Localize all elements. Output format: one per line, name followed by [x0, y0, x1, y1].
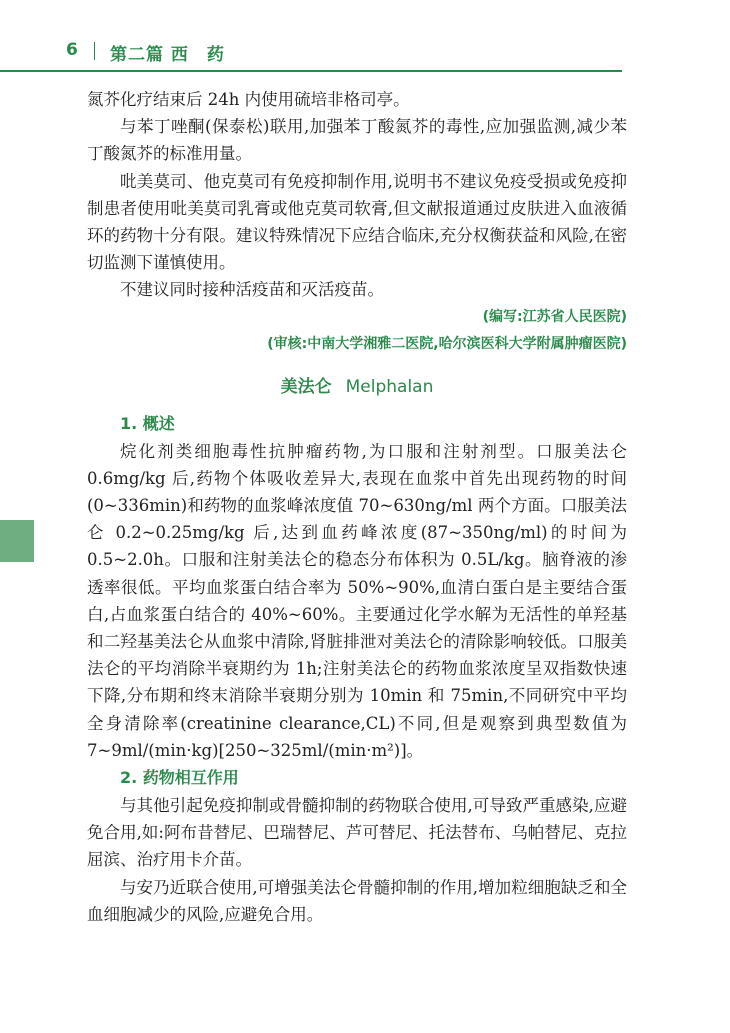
paragraph: 与安乃近联合使用,可增强美法仑骨髓抑制的作用,增加粒细胞缺乏和全血细胞减少的风险,应避免合用。 — [87, 877, 627, 924]
paragraph: 吡美莫司、他克莫司有免疫抑制作用,说明书不建议免疫受损或免疫抑制患者使用吡美莫司乳膏或他克莫司软膏,但文献报道通过皮肤进入血液循环的药物十分有限。建议特殊情况下应结合临床,充分权衡获益和风险,在密切监测下谨慎使用。 — [87, 171, 627, 273]
paragraph: 与其他引起免疫抑制或骨髓抑制的药物联合使用,可导致严重感染,应避免合用,如:阿布昔替尼、巴瑞替尼、芦可替尼、托法替布、乌帕替尼、克拉屈滨、治疗用卡介苗。 — [87, 796, 627, 870]
paragraph: 不建议同时接种活疫苗和灭活疫苗。 — [120, 280, 384, 300]
page-content — [87, 86, 627, 928]
page-header — [0, 0, 730, 74]
credit-writer: (编写:江苏省人民医院) — [482, 308, 627, 325]
section-heading-overview: 1. 概述 — [120, 413, 175, 433]
chapter-side-tab — [0, 520, 34, 562]
header-separator — [94, 42, 95, 60]
page-number: 6 — [66, 40, 78, 60]
paragraph: 烷化剂类细胞毒性抗肿瘤药物,为口服和注射剂型。口服美法仑 0.6mg/kg 后,药物个体吸收差异大,表现在血浆中首先出现药物的时间(0~336min)和药物的血浆峰浓度值 70~630ng/ml 两个方面。口服美法仑 0.2~0.25mg/kg 后,达到血药峰浓度(87~350ng/ml)的时间为 0.5~2.0h。口服和注射美法仑的稳态分布体积为 0.5L/kg。脑脊液的渗透率很低。平均血浆蛋白结合率为 50%~90%,血清白蛋白是主要结合蛋白,占血浆蛋白结合的 40%~60%。主要通过化学水解为无活性的单羟基和二羟基美法仑从血浆中清除,肾脏排泄对美法仑的清除影响较低。口服美法仑的平均消除半衰期约为 1h;注射美法仑的药物血浆浓度呈双指数快速下降,分布期和终末消除半衰期分别为 10min 和 75min,不同研究中平均全身清除率(creatinine clearance,CL)不同,但是观察到典型数值为 7~9ml/(min·kg)[250~325ml/(min·m²)]。 — [87, 441, 627, 760]
drug-title — [87, 372, 627, 402]
drug-title-cn: 美法仑 — [280, 376, 332, 397]
header-rule — [0, 70, 622, 72]
drug-title-en: Melphalan — [345, 376, 434, 397]
credit-reviewer: (审核:中南大学湘雅二医院,哈尔滨医科大学附属肿瘤医院) — [267, 335, 627, 352]
paragraph: 与苯丁唑酮(保泰松)联用,加强苯丁酸氮芥的毒性,应加强监测,减少苯丁酸氮芥的标准用量。 — [87, 117, 627, 164]
section-title: 第二篇 西 药 — [110, 45, 225, 65]
section-heading-interactions: 2. 药物相互作用 — [120, 768, 239, 788]
paragraph: 氮芥化疗结束后 24h 内使用硫培非格司亭。 — [87, 90, 410, 109]
